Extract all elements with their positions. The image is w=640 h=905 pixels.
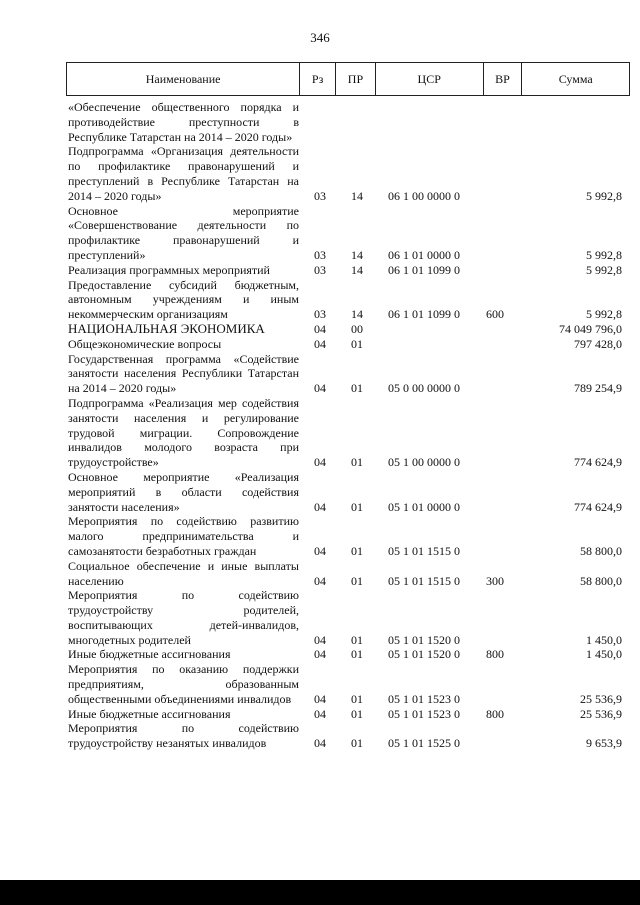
row-name: НАЦИОНАЛЬНАЯ ЭКОНОМИКА bbox=[68, 320, 265, 336]
row-vr: 800 bbox=[486, 647, 504, 662]
row-sum: 774 624,9 bbox=[574, 455, 622, 470]
row-rz: 03 bbox=[314, 188, 326, 203]
row-pr: 01 bbox=[351, 691, 363, 706]
row-csr: 05 1 01 1523 0 bbox=[388, 706, 460, 721]
row-sum: 58 800,0 bbox=[580, 543, 622, 558]
header-rz: Рз bbox=[299, 63, 335, 95]
row-vr: 800 bbox=[486, 706, 504, 721]
row-sum: 9 653,9 bbox=[586, 736, 622, 751]
row-pr: 01 bbox=[351, 543, 363, 558]
table-row bbox=[66, 470, 630, 514]
header-sum: Сумма bbox=[521, 63, 629, 95]
row-name: «Обеспечение общественного порядка и противодействие преступности в Республике Татарстан на 2014 – 2020 годы» bbox=[68, 100, 299, 144]
row-name: Государственная программа «Содействие занятости населения Республики Татарстан на 2014 – 2020 годы» bbox=[68, 351, 299, 396]
row-csr: 06 1 00 0000 0 bbox=[388, 188, 460, 203]
row-pr: 14 bbox=[351, 188, 363, 203]
row-csr: 05 0 00 0000 0 bbox=[388, 381, 460, 396]
table-row bbox=[66, 396, 630, 470]
row-name: Иные бюджетные ассигнования bbox=[68, 706, 231, 721]
table-row bbox=[66, 278, 630, 322]
row-sum: 5 992,8 bbox=[586, 247, 622, 262]
table-row bbox=[66, 204, 630, 263]
row-sum: 25 536,9 bbox=[580, 691, 622, 706]
row-csr: 05 1 01 1515 0 bbox=[388, 543, 460, 558]
page-number: 346 bbox=[310, 30, 330, 45]
row-pr: 01 bbox=[351, 632, 363, 647]
row-sum: 1 450,0 bbox=[586, 647, 622, 662]
row-pr: 01 bbox=[351, 706, 363, 721]
row-name: Предоставление субсидий бюджетным, автономным учреждениям и иным некоммерческим организациям bbox=[68, 277, 299, 322]
table-row bbox=[66, 647, 630, 662]
row-rz: 04 bbox=[314, 632, 326, 647]
row-sum: 1 450,0 bbox=[586, 632, 622, 647]
row-name: Иные бюджетные ассигнования bbox=[68, 647, 231, 662]
row-rz: 04 bbox=[314, 336, 326, 351]
row-name: Основное мероприятие «Совершенствование деятельности по профилактике правонарушений и преступлений» bbox=[68, 203, 299, 262]
row-name: Социальное обеспечение и иные выплаты населению bbox=[68, 558, 299, 588]
table-row bbox=[66, 100, 630, 144]
row-csr: 05 1 00 0000 0 bbox=[388, 455, 460, 470]
row-vr: 300 bbox=[486, 573, 504, 588]
table-row bbox=[66, 588, 630, 647]
row-name: Реализация программных мероприятий bbox=[68, 262, 270, 277]
row-pr: 01 bbox=[351, 573, 363, 588]
row-name: Подпрограмма «Реализация мер содействия занятости населения и регулирование трудовой миграции. Сопровождение инвалидов молодого возраста при трудоустройстве» bbox=[68, 395, 299, 470]
row-rz: 03 bbox=[314, 307, 326, 322]
row-pr: 14 bbox=[351, 262, 363, 277]
table-row bbox=[66, 322, 630, 337]
row-sum: 74 049 796,0 bbox=[559, 321, 622, 336]
table-row bbox=[66, 144, 630, 203]
header-csr: ЦСР bbox=[375, 63, 483, 95]
table-header bbox=[66, 62, 630, 96]
scan-border bbox=[0, 880, 640, 905]
header-pr: ПР bbox=[335, 63, 375, 95]
row-sum: 5 992,8 bbox=[586, 188, 622, 203]
row-name: Мероприятия по содействию трудоустройству родителей, воспитывающих детей-инвалидов, многодетных родителей bbox=[68, 588, 299, 647]
row-csr: 05 1 01 0000 0 bbox=[388, 499, 460, 514]
row-name: Мероприятия по содействию трудоустройству незанятых инвалидов bbox=[68, 721, 299, 751]
row-rz: 03 bbox=[314, 247, 326, 262]
row-rz: 04 bbox=[314, 647, 326, 662]
row-pr: 00 bbox=[351, 321, 363, 336]
table-row bbox=[66, 352, 630, 396]
table-row bbox=[66, 707, 630, 722]
header-name: Наименование bbox=[145, 71, 221, 86]
row-rz: 04 bbox=[314, 573, 326, 588]
row-rz: 04 bbox=[314, 736, 326, 751]
row-name: Мероприятия по оказанию поддержки предприятиям, образованным общественными объединениями инвалидов bbox=[68, 662, 299, 706]
row-pr: 01 bbox=[351, 736, 363, 751]
row-rz: 04 bbox=[314, 543, 326, 558]
table-row bbox=[66, 337, 630, 352]
row-sum: 5 992,8 bbox=[586, 262, 622, 277]
table-row bbox=[66, 662, 630, 706]
row-sum: 25 536,9 bbox=[580, 706, 622, 721]
row-rz: 03 bbox=[314, 262, 326, 277]
row-sum: 5 992,8 bbox=[586, 307, 622, 322]
row-name: Мероприятия по содействию развитию малого предпринимательства и самозанятости безработных граждан bbox=[68, 514, 299, 558]
budget-table-body bbox=[66, 100, 630, 751]
row-csr: 05 1 01 1523 0 bbox=[388, 691, 460, 706]
row-pr: 01 bbox=[351, 647, 363, 662]
row-rz: 04 bbox=[314, 455, 326, 470]
row-csr: 05 1 01 1515 0 bbox=[388, 573, 460, 588]
table-row bbox=[66, 721, 630, 751]
row-name: Общеэкономические вопросы bbox=[68, 336, 222, 351]
row-pr: 14 bbox=[351, 247, 363, 262]
row-pr: 01 bbox=[351, 455, 363, 470]
row-sum: 774 624,9 bbox=[574, 499, 622, 514]
row-pr: 01 bbox=[351, 381, 363, 396]
table-row bbox=[66, 514, 630, 558]
row-rz: 04 bbox=[314, 706, 326, 721]
row-vr: 600 bbox=[486, 307, 504, 322]
row-csr: 05 1 01 1525 0 bbox=[388, 736, 460, 751]
row-name: Основное мероприятие «Реализация мероприятий в области содействия занятости населения» bbox=[68, 469, 299, 514]
row-sum: 797 428,0 bbox=[574, 336, 622, 351]
row-sum: 58 800,0 bbox=[580, 573, 622, 588]
row-pr: 01 bbox=[351, 499, 363, 514]
table-row bbox=[66, 559, 630, 589]
row-csr: 06 1 01 0000 0 bbox=[388, 247, 460, 262]
row-pr: 01 bbox=[351, 336, 363, 351]
row-sum: 789 254,9 bbox=[574, 381, 622, 396]
table-row bbox=[66, 263, 630, 278]
header-vr: ВР bbox=[483, 63, 522, 95]
row-csr: 06 1 01 1099 0 bbox=[388, 262, 460, 277]
row-pr: 14 bbox=[351, 307, 363, 322]
row-rz: 04 bbox=[314, 321, 326, 336]
row-csr: 05 1 01 1520 0 bbox=[388, 632, 460, 647]
row-csr: 05 1 01 1520 0 bbox=[388, 647, 460, 662]
row-rz: 04 bbox=[314, 381, 326, 396]
row-rz: 04 bbox=[314, 691, 326, 706]
row-name: Подпрограмма «Организация деятельности по профилактике правонарушений и преступлений в Республике Татарстан на 2014 – 2020 годы» bbox=[68, 144, 299, 203]
row-csr: 06 1 01 1099 0 bbox=[388, 307, 460, 322]
row-rz: 04 bbox=[314, 499, 326, 514]
